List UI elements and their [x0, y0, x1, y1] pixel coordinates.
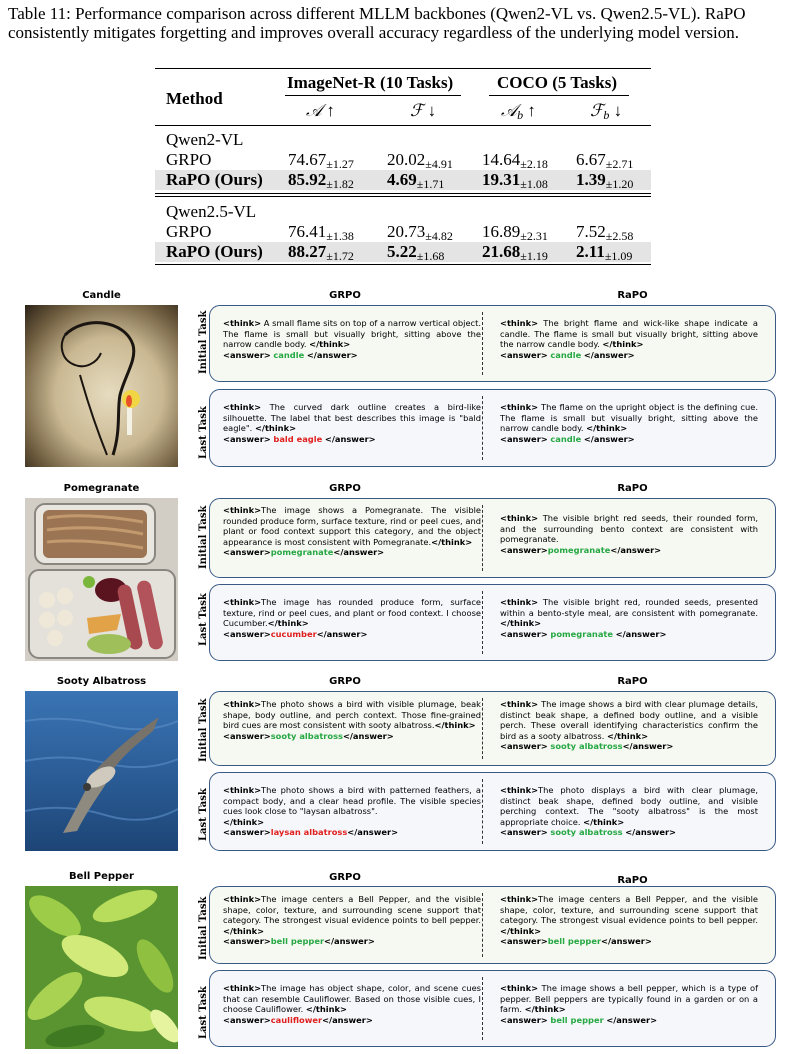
table-caption [8, 4, 802, 42]
header-bottom-rule [155, 125, 651, 126]
table-cell: $21.68_{\pm 1.19}$ [482, 242, 548, 263]
candle-drawing-icon [25, 305, 178, 467]
initial-task-box [209, 691, 776, 766]
table-cell: $20.73_{\pm 4.82}$ [387, 222, 453, 243]
method-header: Method [166, 89, 223, 108]
bento-box-icon [25, 498, 178, 661]
group1-cmidrule [285, 95, 461, 96]
row-label-last: Last Task [198, 986, 209, 1039]
table-bottom-rule [155, 264, 651, 265]
rapo-response: <think> The visible bright red, rounded seeds, presented within a bento-style meal, are consistent with pomegranate. </think> <answer> pomegranate </answer> [500, 597, 758, 639]
column-divider [482, 396, 483, 460]
method-label: GRPO [166, 222, 212, 241]
rapo-response: <think> The visible bright red seeds, their rounded form, and the surrounding bento context are consistent with pomegranate. <answer>pomegranate</answer> [500, 513, 758, 555]
column-header-rapo: RaPO [617, 290, 648, 301]
rapo-response: <think> The bright flame and wick-like shape indicate a candle. The flame is small but visually bright, sitting above the narrow candle body. </think> <answer> candle </answer> [500, 318, 758, 360]
row-label-initial: Initial Task [198, 698, 209, 762]
column-header-grpo: GRPO [329, 676, 361, 687]
example-title: Candle [82, 290, 121, 301]
row-label-initial: Initial Task [198, 896, 209, 960]
block-double-rule [155, 196, 651, 197]
table-top-rule [155, 68, 651, 69]
initial-task-box [209, 498, 776, 578]
last-task-box [209, 970, 776, 1047]
example-title: Pomegranate [63, 483, 140, 494]
table-cell: $16.89_{\pm 2.31}$ [482, 222, 548, 243]
table-cell: $85.92_{\pm 1.82}$ [288, 170, 354, 191]
block-double-rule [155, 193, 651, 194]
pomegranate-image [25, 498, 178, 661]
metric-acc-header: 𝒜 ↑ [306, 101, 335, 120]
candle-image [25, 305, 178, 467]
method-label: RaPO (Ours) [166, 242, 263, 261]
method-label: RaPO (Ours) [166, 170, 263, 189]
backbone-label: Qwen2-VL [166, 130, 244, 149]
albatross-icon [25, 691, 178, 851]
caption-text: Table 11: Performance comparison across different MLLM backbones (Qwen2-VL vs. Qwen2.5-VL). RaPO consistently mitigates forgetting and improves overall accuracy regardless of the underlying model version. [8, 4, 746, 42]
column-header-rapo: RaPO [617, 875, 648, 886]
grpo-response: <think>The image shows a Pomegranate. The visible rounded produce form, surface texture, rind or peel cues, and plant or food context support this category, and the object appearance is most consistent with Pomegranate.</think> <answer>pomegranate</answer> [223, 505, 481, 557]
column-divider [482, 779, 483, 844]
column-header-grpo: GRPO [329, 290, 361, 301]
table-cell: $1.39_{\pm 1.20}$ [576, 170, 634, 191]
grpo-response: <think>The image has rounded produce form, surface texture, rind or peel cues, and plant or food context. I choose Cucumber.</think> <answer>cucumber</answer> [223, 597, 481, 639]
row-label-last: Last Task [198, 593, 209, 646]
metric-forget-header: ℱ ↓ [410, 101, 437, 120]
group-imagenet-header: ImageNet-R (10 Tasks) [287, 73, 454, 92]
table-cell: $5.22_{\pm 1.68}$ [387, 242, 445, 263]
rapo-response: <think>The image centers a Bell Pepper, and the visible shape, color, texture, and surrounding scene support that category. The strongest visual evidence points to bell pepper.</think> <answer>bell pepper</answer> [500, 894, 758, 946]
rapo-response: <think> The flame on the upright object is the defining cue. The flame is small but visually bright, sitting above the narrow candle body. </think> <answer> candle </answer> [500, 402, 758, 444]
table-cell: $19.31_{\pm 1.08}$ [482, 170, 548, 191]
row-label-last: Last Task [198, 788, 209, 841]
bell-pepper-image [25, 886, 178, 1049]
last-task-box [209, 584, 776, 661]
table-cell: $74.67_{\pm 1.27}$ [288, 150, 354, 171]
example-title: Sooty Albatross [56, 676, 147, 687]
column-header-rapo: RaPO [617, 483, 648, 494]
column-divider [482, 893, 483, 957]
last-task-box [209, 772, 776, 851]
grpo-response: <think>The photo shows a bird with patterned feathers, a compact body, and a clear head profile. The visible species cues look close to "laysan albatross". </think> <answer>laysan albatross</answer> [223, 785, 481, 837]
column-header-grpo: GRPO [329, 483, 361, 494]
rapo-response: <think> The image shows a bird with clear plumage details, distinct beak shape, a defined body outline, and a visible perch. These overall identifying characteristics confirm the bird as a sooty albatross. </think> <answer> sooty albatross</answer> [500, 699, 759, 751]
last-task-box [209, 389, 776, 467]
grpo-response: <think>The image has object shape, color, and scene cues that can resemble Cauliflower. Based on those visible cues, I choose Cauliflower. </think> <answer>cauliflower</answer> [223, 983, 481, 1025]
group2-cmidrule [489, 95, 629, 96]
table-cell: $76.41_{\pm 1.38}$ [288, 222, 354, 243]
table-cell: $7.52_{\pm 2.58}$ [576, 222, 634, 243]
initial-task-box [209, 886, 776, 964]
column-divider [482, 505, 483, 571]
grpo-response: <think> The curved dark outline creates a bird-like silhouette. The label that best describes this image is "bald eagle". </think> <answer> bald eagle </answer> [223, 402, 481, 444]
table-cell: $2.11_{\pm 1.09}$ [576, 242, 633, 263]
example-title: Bell Pepper [69, 871, 134, 882]
column-divider [482, 591, 483, 654]
table-cell: $4.69_{\pm 1.71}$ [387, 170, 445, 191]
backbone-label: Qwen2.5-VL [166, 202, 257, 221]
albatross-image [25, 691, 178, 851]
grpo-response: <think>The photo shows a bird with visible plumage, beak shape, body outline, and perch context. Those fine-grained bird cues are most consistent with sooty albatross.</think> <answer>sooty albatross</answer> [223, 699, 481, 741]
column-header-rapo: RaPO [617, 676, 648, 687]
table-cell: $14.64_{\pm 2.18}$ [482, 150, 548, 171]
grpo-response: <think>The image centers a Bell Pepper, and the visible shape, color, texture, and surrounding scene support that category. The strongest visual evidence points to bell pepper.</think> <answer>bell pepper</answer> [223, 894, 481, 946]
column-divider [482, 698, 483, 759]
metric-accb-header: 𝒜$_b$ ↑ [501, 101, 536, 122]
method-label: GRPO [166, 150, 212, 169]
leaves-icon [25, 886, 178, 1049]
column-divider [482, 312, 483, 375]
rapo-response: <think> The image shows a bell pepper, which is a type of pepper. Bell peppers are typically found in a garden or on a farm. </think> <answer> bell pepper </answer> [500, 983, 759, 1025]
table-cell: $6.67_{\pm 2.71}$ [576, 150, 634, 171]
metric-forgetb-header: ℱ$_b$ ↓ [590, 101, 623, 122]
group-coco-header: COCO (5 Tasks) [497, 73, 617, 92]
table-cell: $88.27_{\pm 1.72}$ [288, 242, 354, 263]
row-label-initial: Initial Task [198, 505, 209, 569]
rapo-response: <think>The photo displays a bird with clear plumage, distinct beak shape, defined body outline, and visible perching context. The "sooty albatross" is the most appropriate choice. </think> <answer> sooty albatross </answer> [500, 785, 758, 837]
column-divider [482, 977, 483, 1040]
row-label-initial: Initial Task [198, 310, 209, 374]
column-header-grpo: GRPO [329, 872, 361, 883]
grpo-response: <think> A small flame sits on top of a narrow vertical object. The flame is small but visually bright, sitting above the narrow candle body. </think> <answer> candle </answer> [223, 318, 482, 360]
initial-task-box [209, 305, 776, 382]
table-cell: $20.02_{\pm 4.91}$ [387, 150, 453, 171]
row-label-last: Last Task [198, 406, 209, 459]
